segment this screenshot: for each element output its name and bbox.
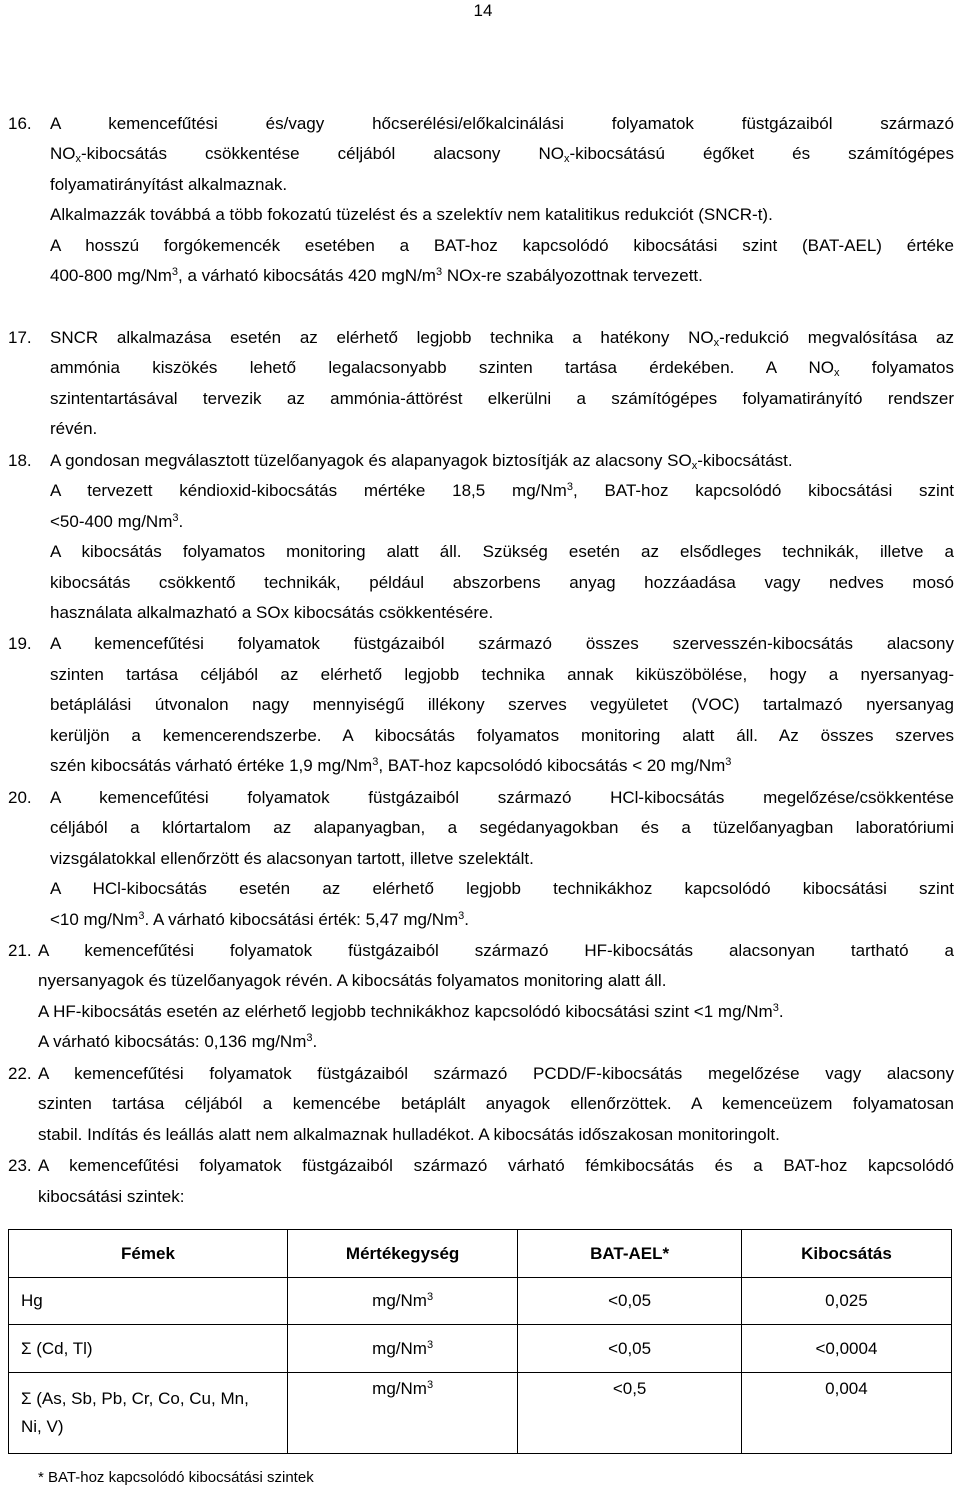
- item-22-line-3: stabil. Indítás és leállás alatt nem alkalmaznak hulladékot. A kibocsátás időszakosan monitoringolt.: [38, 1125, 780, 1144]
- cell-emission: <0,0004: [741, 1325, 951, 1373]
- item-16-line-6: 400-800 mg/Nm$^3$, a várható kibocsátás 420 mgN/$m^3$ NOx-re szabályozottnak tervezett.: [50, 266, 703, 285]
- table-row: [9, 1278, 952, 1325]
- item-18-line-4: A kibocsátás folyamatos monitoring alatt áll. Szükség esetén az elsődleges technikák, illetve a: [50, 542, 954, 561]
- item-16-line-5: A hosszú forgókemencék esetében a BAT-hoz kapcsolódó kibocsátási szint (BAT-AEL) értéke: [50, 236, 954, 255]
- item-18-line-1: A gondosan megválasztott tüzelőanyagok és alapanyagok biztosítják az alacsony $SO_x$-kibocsátást.: [50, 451, 793, 472]
- item-19-line-5: szén kibocsátás várható értéke 1,9 mg/Nm$^3$, BAT-hoz kapcsolódó kibocsátás < 20 mg/Nm$^3$: [50, 756, 732, 775]
- cell-metal: Hg: [9, 1278, 288, 1325]
- item-17-line-4: révén.: [50, 419, 98, 438]
- item-number-19: 19.: [8, 634, 32, 653]
- table-row: [9, 1373, 952, 1454]
- item-17-line-1: SNCR alkalmazása esetén az elérhető legjobb technika a hatékony $NO_x$-redukció megvalósítása az: [50, 328, 954, 349]
- item-number-23: 23.: [8, 1156, 32, 1175]
- item-number-17: 17.: [8, 328, 32, 347]
- item-20-line-3: vizsgálatokkal ellenőrzött és alacsonyan tartott, illetve szelektált.: [50, 849, 534, 868]
- header-unit: Mértékegység: [287, 1230, 517, 1278]
- item-17-line-2: ammónia kiszökés lehető legalacsonyabb szinten tartása érdekében. A $NO_x$ folyamatos: [50, 358, 954, 379]
- item-20-line-4: A HCl-kibocsátás esetén az elérhető legjobb technikákhoz kapcsolódó kibocsátási szint: [50, 879, 954, 898]
- table-footnote: * BAT-hoz kapcsolódó kibocsátási szintek: [38, 1469, 314, 1486]
- header-metals: Fémek: [9, 1230, 288, 1278]
- cell-emission: 0,004: [741, 1373, 951, 1454]
- item-23-line-1: A kemencefűtési folyamatok füstgázaiból származó várható fémkibocsátás és a BAT-hoz kapcsolódó: [38, 1156, 954, 1175]
- item-21-line-1: A kemencefűtési folyamatok füstgázaiból származó HF-kibocsátás alacsonyan tartható a: [38, 941, 954, 960]
- page-number: 14: [473, 1, 493, 20]
- cell-emission: 0,025: [741, 1278, 951, 1325]
- cell-bat-ael: <0,5: [518, 1373, 742, 1454]
- metals-emission-table: [8, 1229, 952, 1454]
- cell-metal: Σ (As, Sb, Pb, Cr, Co, Cu, Mn, Ni, V): [9, 1373, 288, 1454]
- item-21-line-2: nyersanyagok és tüzelőanyagok révén. A kibocsátás folyamatos monitoring alatt áll.: [38, 971, 667, 990]
- item-19-line-1: A kemencefűtési folyamatok füstgázaiból származó összes szervesszén-kibocsátás alacsony: [50, 634, 954, 653]
- item-18-line-5: kibocsátás csökkentő technikák, például abszorbens anyag hozzáadása vagy nedves mosó: [50, 573, 954, 592]
- item-22-line-1: A kemencefűtési folyamatok füstgázaiból származó PCDD/F-kibocsátás megelőzése vagy alacsony: [38, 1064, 954, 1083]
- item-number-18: 18.: [8, 451, 32, 470]
- item-16-line-4: Alkalmazzák továbbá a több fokozatú tüzelést és a szelektív nem katalitikus redukciót (SNCR-t).: [50, 205, 773, 224]
- item-16-line-2: $NO_x$-kibocsátás csökkentése céljából alacsony $NO_x$-kibocsátású égőket és számítógépes: [50, 144, 954, 165]
- cell-metal: Σ (Cd, Tl): [9, 1325, 288, 1373]
- item-number-20: 20.: [8, 788, 32, 807]
- item-19-line-4: kerüljön a kemencerendszerbe. A kibocsátás folyamatos monitoring alatt áll. Az összes szerves: [50, 726, 954, 745]
- table-row: [9, 1325, 952, 1373]
- item-21-line-3: A HF-kibocsátás esetén az elérhető legjobb technikákhoz kapcsolódó kibocsátási szint <1 mg/Nm$^3$.: [38, 1002, 784, 1021]
- item-number-16: 16.: [8, 114, 32, 133]
- cell-unit: mg/Nm$^3$: [287, 1278, 517, 1325]
- item-20-line-1: A kemencefűtési folyamatok füstgázaiból származó HCl-kibocsátás megelőzése/csökkentése: [50, 788, 954, 807]
- item-18-line-6: használata alkalmazható a SOx kibocsátás csökkentésére.: [50, 603, 494, 622]
- item-18-line-3: <50-400 mg/Nm$^3$.: [50, 512, 184, 531]
- item-21-line-4: A várható kibocsátás: 0,136 mg/Nm$^3$.: [38, 1032, 318, 1051]
- item-17-line-3: szintentartásával tervezik az ammónia-áttörést elkerülni a számítógépes folyamatirányító rendszer: [50, 389, 954, 408]
- item-18-line-2: A tervezett kéndioxid-kibocsátás mértéke 18,5 mg/Nm$^3$, BAT-hoz kapcsolódó kibocsátási szint: [50, 481, 955, 500]
- item-20-line-2: céljából a klórtartalom az alapanyagban, a segédanyagokban és a tüzelőanyagban laboratóriumi: [50, 818, 954, 837]
- item-number-21: 21.: [8, 941, 32, 960]
- cell-unit: mg/Nm$^3$: [287, 1373, 517, 1454]
- item-19-line-3: betáplálási útvonalon nagy mennyiségű illékony szerves vegyületet (VOC) tartalmazó nyersanyag: [50, 695, 954, 714]
- item-16-line-1: A kemencefűtési és/vagy hőcserélési/előkalcinálási folyamatok füstgázaiból származó: [50, 114, 954, 133]
- item-23-line-2: kibocsátási szintek:: [38, 1187, 185, 1206]
- cell-bat-ael: <0,05: [518, 1278, 742, 1325]
- item-number-22: 22.: [8, 1064, 32, 1083]
- item-16-line-3: folyamatirányítást alkalmaznak.: [50, 175, 288, 194]
- item-20-line-5: <10 mg/Nm$^3$. A várható kibocsátási érték: 5,47 mg/Nm$^3$.: [50, 910, 470, 929]
- header-bat-ael: BAT-AEL*: [518, 1230, 742, 1278]
- cell-bat-ael: <0,05: [518, 1325, 742, 1373]
- cell-unit: mg/Nm$^3$: [287, 1325, 517, 1373]
- item-19-line-2: szinten tartása céljából az elérhető legjobb technika annak kiküszöbölése, hogy a nyersanyag-: [50, 665, 954, 684]
- table-header-row: [9, 1230, 952, 1278]
- header-emission: Kibocsátás: [741, 1230, 951, 1278]
- item-22-line-2: szinten tartása céljából a kemencébe betáplált anyagok ellenőrzöttek. A kemenceüzem folyamatosan: [38, 1094, 954, 1113]
